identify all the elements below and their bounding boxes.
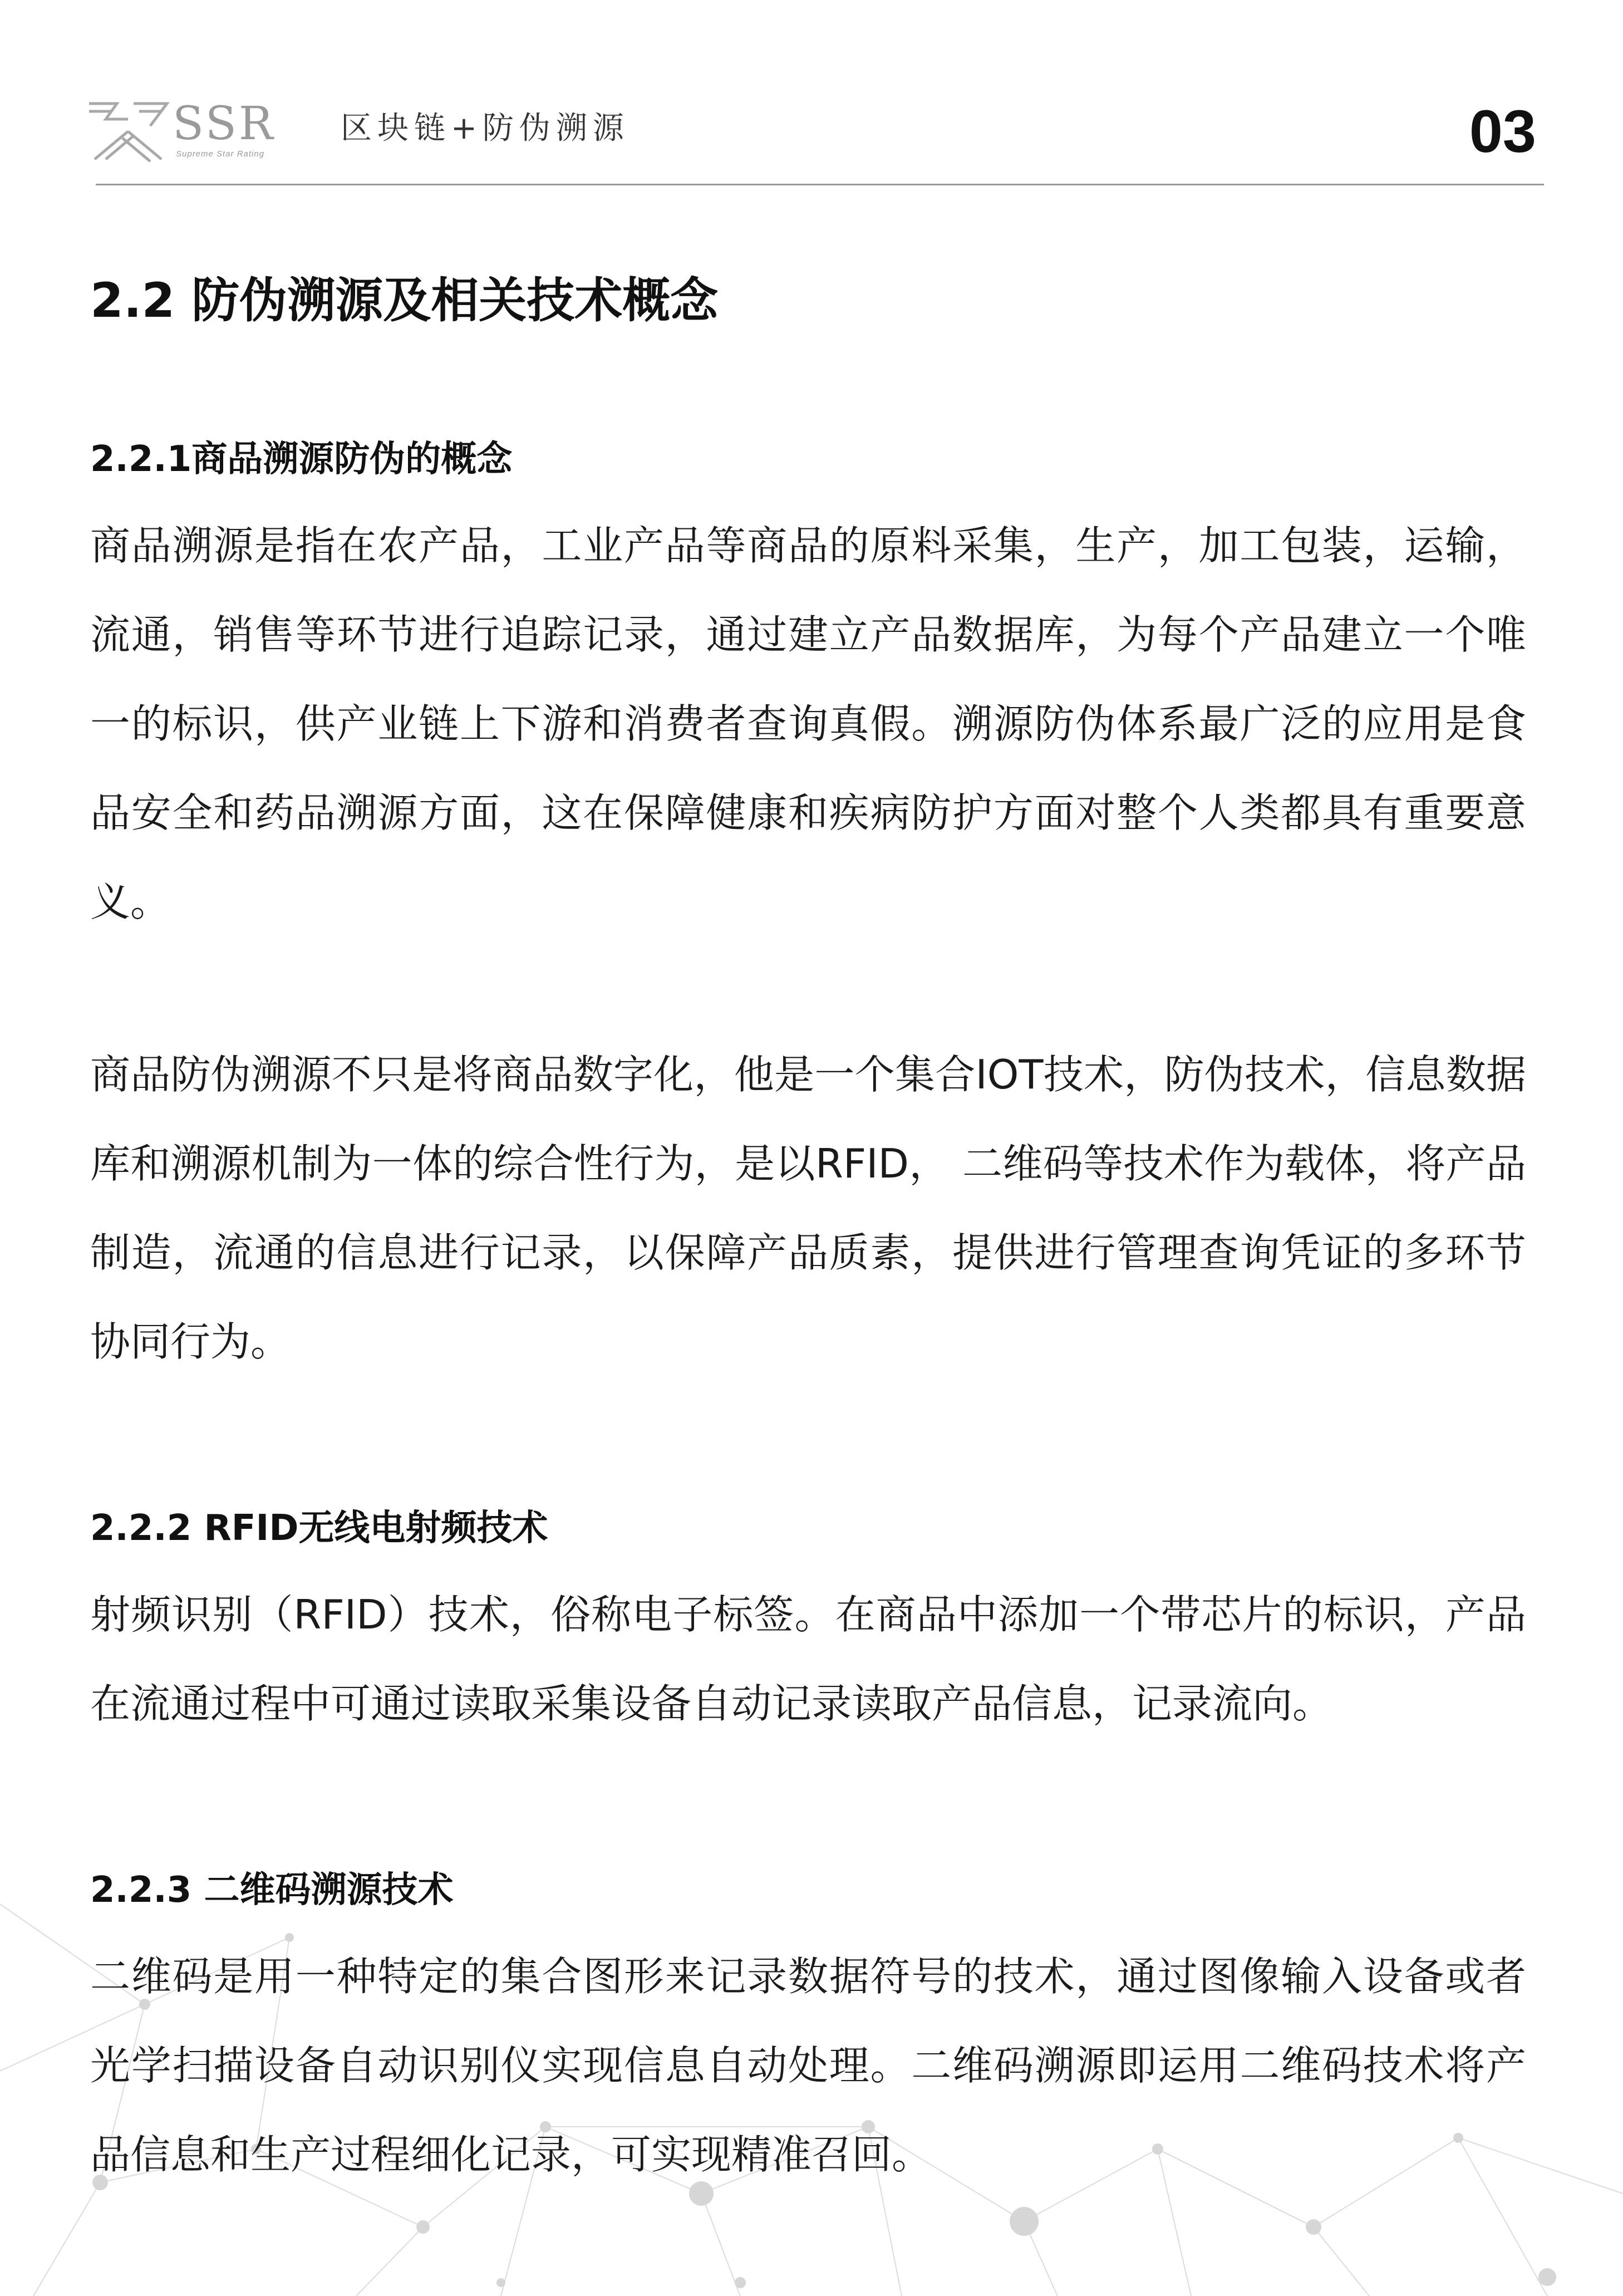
subsection-2-2-2 <box>90 1503 1526 1748</box>
subsection-2-2-3 <box>90 1865 1526 2199</box>
section-tag: 区块链+防伪溯源 <box>341 110 629 146</box>
page-header <box>0 0 1623 189</box>
subsection-title: 2.2.1商品溯源防伪的概念 <box>90 439 513 480</box>
header-divider <box>96 184 1544 185</box>
page-number: 03 <box>1469 97 1536 165</box>
section-heading: 2.2 防伪溯源及相关技术概念 <box>90 273 719 328</box>
logo-subtitle: Supreme Star Rating <box>176 149 265 159</box>
paragraph: 商品溯源是指在农产品，工业产品等商品的原料采集，生产，加工包装，运输，流通，销售等环节进行追踪记录，通过建立产品数据库，为每个产品建立一个唯一的标识，供产业链上下游和消费者查询真假。溯源防伪体系最广泛的应用是食品安全和药品溯源方面，这在保障健康和疾病防护方面对整个人类都具有重要意义。 <box>90 522 1526 925</box>
ssr-logo <box>83 98 295 165</box>
subsection-2-2-1 <box>90 434 1526 1386</box>
paragraph: 二维码是用一种特定的集合图形来记录数据符号的技术，通过图像输入设备或者光学扫描设备自动识别仪实现信息自动处理。二维码溯源即运用二维码技术将产品信息和生产过程细化记录，可实现精准召回。 <box>90 1953 1526 2178</box>
paragraph: 射频识别（RFID）技术，俗称电子标签。在商品中添加一个带芯片的标识，产品在流通过程中可通过读取采集设备自动记录读取产品信息，记录流向。 <box>90 1591 1526 1727</box>
page-content <box>90 267 1526 2199</box>
subsection-title: 2.2.2 RFID无线电射频技术 <box>90 1508 548 1549</box>
logo-wordmark: SSR <box>173 97 276 150</box>
ssr-logo-mark-icon <box>83 98 173 165</box>
paragraph: 商品防伪溯源不只是将商品数字化，他是一个集合IOT技术，防伪技术，信息数据库和溯源机制为一体的综合性行为，是以RFID， 二维码等技术作为载体，将产品制造，流通的信息进行记录，以保障产品质素，提供进行管理查询凭证的多环节协同行为。 <box>90 1051 1526 1365</box>
subsection-title: 2.2.3 二维码溯源技术 <box>90 1870 454 1911</box>
